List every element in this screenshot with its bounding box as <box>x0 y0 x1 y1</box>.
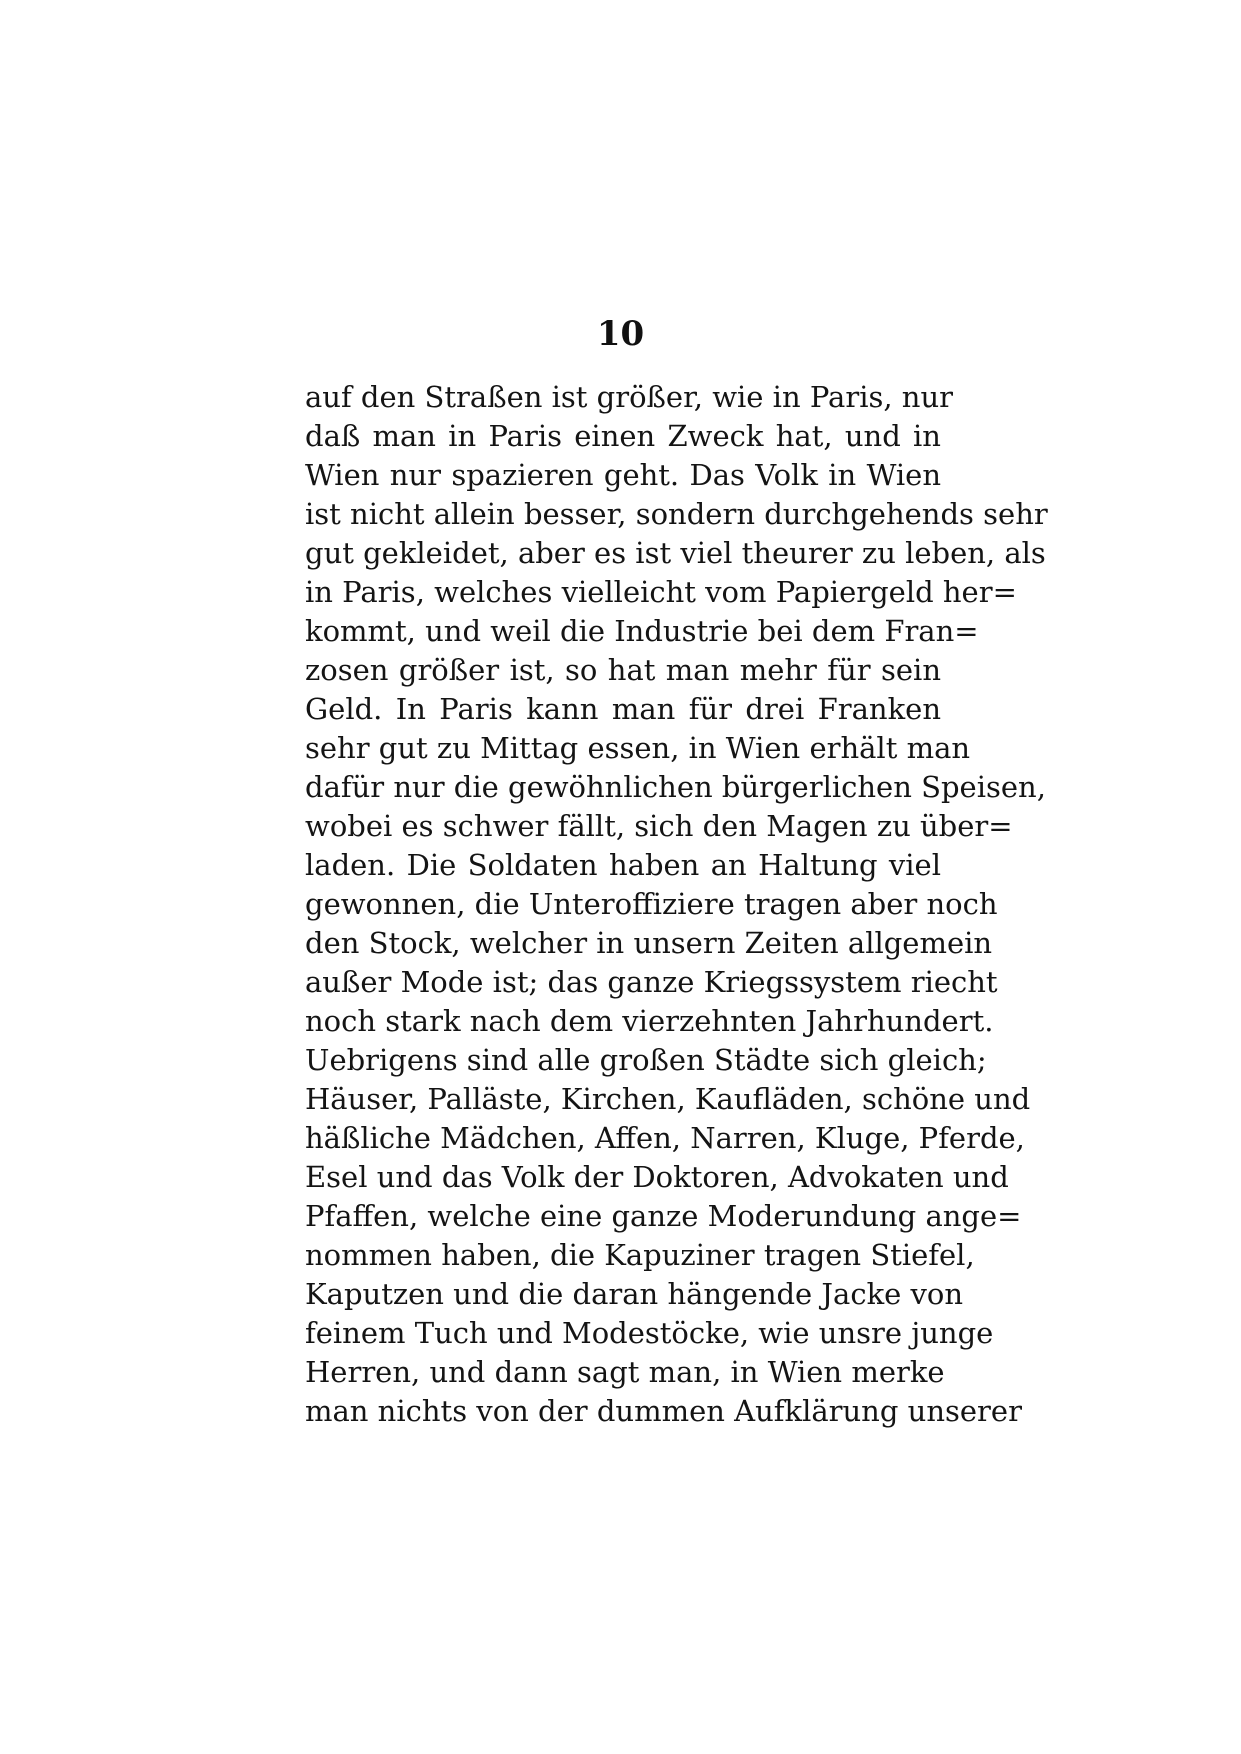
text-line: Pfaffen, welche eine ganze Moderundung ange= <box>305 1199 1022 1233</box>
text-line: gewonnen, die Unteroffiziere tragen aber noch <box>305 887 998 921</box>
text-line: auf den Straßen ist größer, wie in Paris, nur <box>305 380 954 414</box>
text-line: kommt, und weil die Industrie bei dem Fran= <box>305 614 979 648</box>
text-line: wobei es schwer fällt, sich den Magen zu über= <box>305 809 1013 843</box>
text-line: Herren, und dann sagt man, in Wien merke <box>305 1355 945 1389</box>
text-line: man nichts von der dummen Aufklärung unserer <box>305 1394 1022 1428</box>
text-line: feinem Tuch und Modestöcke, wie unsre junge <box>305 1316 994 1350</box>
text-line: noch stark nach dem vierzehnten Jahrhundert. <box>305 1004 994 1038</box>
text-line: Geld. In Paris kann man für drei Franken <box>305 692 941 726</box>
text-line: Häuser, Palläste, Kirchen, Kaufläden, schöne und <box>305 1082 1031 1116</box>
text-line: Kaputzen und die daran hängende Jacke von <box>305 1277 964 1311</box>
text-line: sehr gut zu Mittag essen, in Wien erhält man <box>305 731 971 765</box>
text-line: häßliche Mädchen, Affen, Narren, Kluge, Pferde, <box>305 1121 1025 1155</box>
text-line: gut gekleidet, aber es ist viel theurer zu leben, als <box>305 536 1046 570</box>
text-line: nommen haben, die Kapuziner tragen Stiefel, <box>305 1238 975 1272</box>
text-line: außer Mode ist; das ganze Kriegssystem riecht <box>305 965 998 999</box>
text-line: in Paris, welches vielleicht vom Papiergeld her= <box>305 575 1017 609</box>
text-line: ist nicht allein besser, sondern durchgehends sehr <box>305 497 1048 531</box>
text-line: Esel und das Volk der Doktoren, Advokaten und <box>305 1160 1009 1194</box>
text-line: zosen größer ist, so hat man mehr für sein <box>305 653 941 687</box>
page-number: 10 <box>596 314 645 354</box>
text-line: daß man in Paris einen Zweck hat, und in <box>305 419 941 453</box>
text-line: Uebrigens sind alle großen Städte sich gleich; <box>305 1043 987 1077</box>
text-line: den Stock, welcher in unsern Zeiten allgemein <box>305 926 993 960</box>
text-line: laden. Die Soldaten haben an Haltung viel <box>305 848 941 882</box>
text-line: dafür nur die gewöhnlichen bürgerlichen Speisen, <box>305 770 1046 804</box>
body-text <box>305 378 1048 1431</box>
text-line: Wien nur spazieren geht. Das Volk in Wien <box>305 458 941 492</box>
